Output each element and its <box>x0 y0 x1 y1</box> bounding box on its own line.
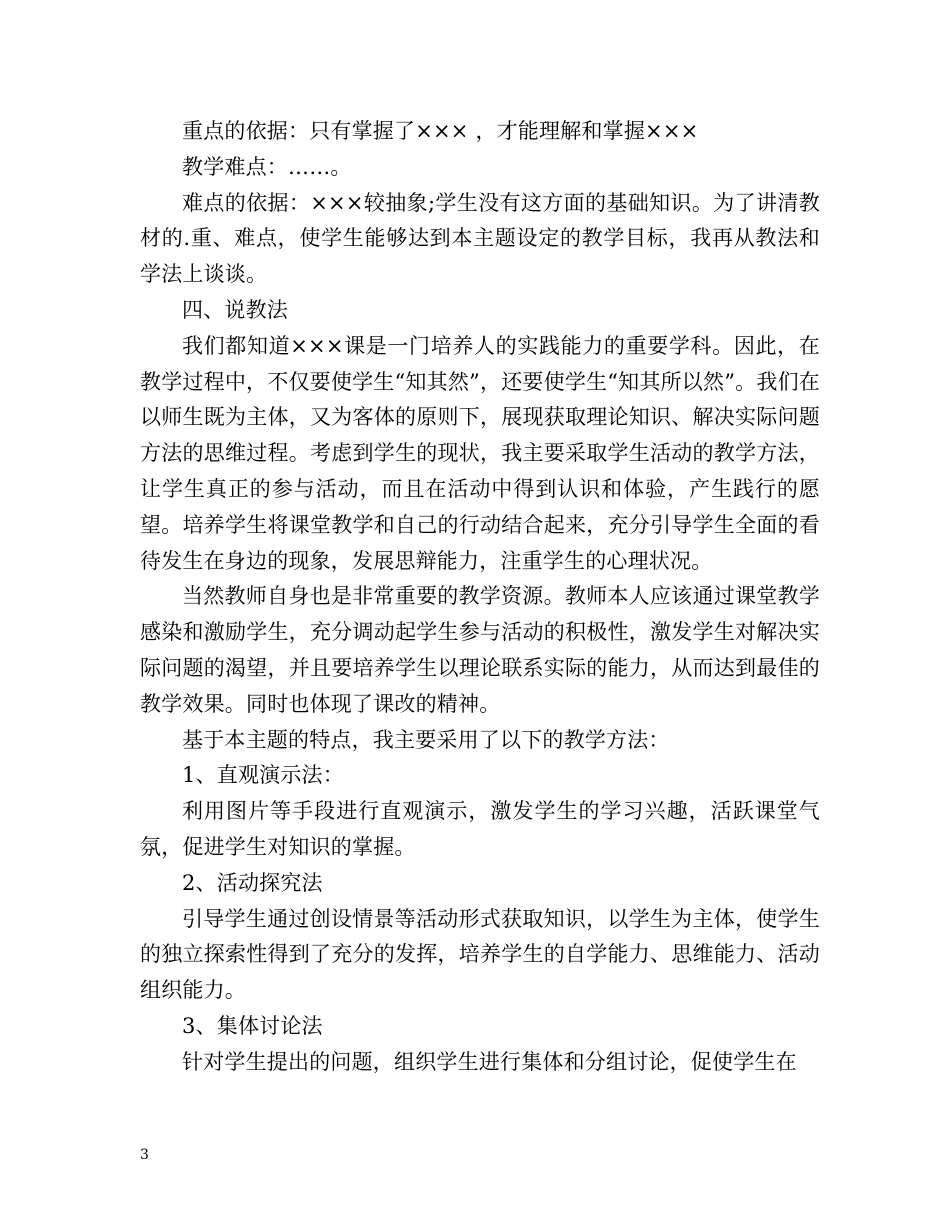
heading-method-2: 2、活动探究法 <box>182 870 323 895</box>
heading-method-1: 1、直观演示法： <box>182 763 344 788</box>
heading-method-3: 3、集体讨论法 <box>182 1013 323 1038</box>
paragraph-teaching-difficulty: 教学难点：……。 <box>182 154 352 179</box>
section-heading-teaching-methods: 四、说教法 <box>182 297 288 322</box>
paragraph-difficulty-basis: 难点的依据：×××较抽象;学生没有这方面的基础知识。为了讲清教材的.重、难点，使学生能够达到本主题设定的教学目标，我再从教法和学法上谈谈。 <box>140 190 820 287</box>
paragraph-method-intro: 基于本主题的特点，我主要采用了以下的教学方法： <box>182 727 670 752</box>
page-number: 3 <box>140 1147 149 1163</box>
paragraph-key-point-basis: 重点的依据：只有掌握了××× ，才能理解和掌握××× <box>182 119 699 143</box>
paragraph-method-1: 利用图片等手段进行直观演示，激发学生的学习兴趣，活跃课堂气氛，促进学生对知识的掌握。 <box>140 799 820 859</box>
paragraph-method-overview: 我们都知道×××课是一门培养人的实践能力的重要学科。因此，在教学过程中，不仅要使学生“知其然”，还要使学生“知其所以然”。我们在以师生既为主体，又为客体的原则下，展现获取理论知识、解决实际问题方法的思维过程。考虑到学生的现状，我主要采取学生活动的教学方法，让学生真正的参与活动，而且在活动中得到认识和体验，产生践行的愿望。培养学生将课堂教学和自己的行动结合起来，充分引导学生全面的看待发生在身边的现象，发展思辩能力，注重学生的心理状况。 <box>140 333 820 573</box>
document-body <box>140 114 820 1081</box>
paragraph-method-3: 针对学生提出的问题，组织学生进行集体和分组讨论，促使学生在 <box>182 1049 797 1074</box>
paragraph-method-2: 引导学生通过创设情景等活动形式获取知识，以学生为主体，使学生的独立探索性得到了充分的发挥，培养学生的自学能力、思维能力、活动组织能力。 <box>140 906 820 1003</box>
paragraph-teacher-resource: 当然教师自身也是非常重要的教学资源。教师本人应该通过课堂教学感染和激励学生，充分调动起学生参与活动的积极性，激发学生对解决实际问题的渴望，并且要培养学生以理论联系实际的能力，从而达到最佳的教学效果。同时也体现了课改的精神。 <box>140 584 820 716</box>
